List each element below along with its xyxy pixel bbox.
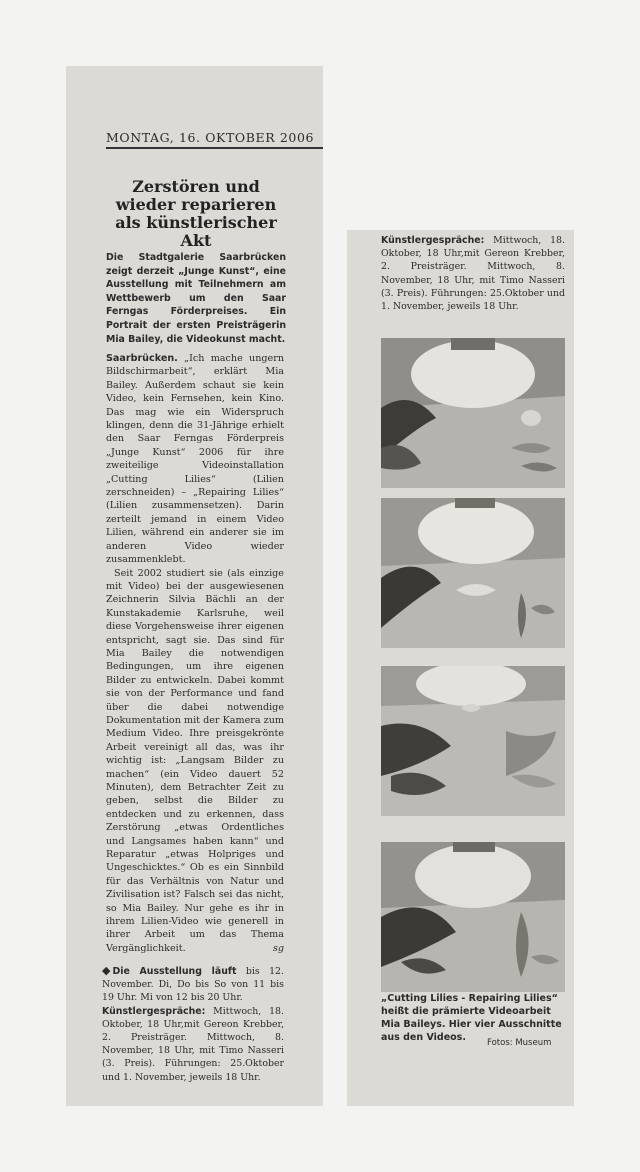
talks-label-right: Künstlergespräche: xyxy=(381,235,485,246)
photo-caption: „Cutting Lilies - Repairing Lilies“ heißt die prämierte Videoarbeit Mia Baileys. Hier vier Ausschnitte aus den Videos. xyxy=(381,993,562,1043)
video-still-3 xyxy=(381,666,565,816)
author-signature: sg xyxy=(272,942,284,954)
exhibit-text: bis 12. November. Di, Do bis So von 11 bis 19 Uhr. Mi von 12 bis 20 Uhr. xyxy=(102,966,285,1004)
paragraph-2-text: Seit 2002 studiert sie (als einzige mit Video) bei der ausgewiesenen Zeichnerin Silvia Bächli an der Kunstakademie Karlsruhe, weil diese Vorgehensweise ihrer eigenen entspricht, sagt sie. Das sind für Mia Bailey die notwendigen Bedingungen, um ihre eigenen Bilder zu entwickeln. Dabei kommt sie von der Performance und fand über die dabei notwendige Dokumentation mit der Kamera zum Medium Video. Ihre preisgekrönte Arbeit vereinigt all das, was ihr wichtig ist: „Langsam Bilder zu machen“ (ein Video dauert 52 Minuten), dem Betrachter Zeit zu geben, selbst die Bilder zu entdecken und zu erkennen, dass Zerstörung „etwas Ordentliches und Langsames haben kann“ und Reparatur „etwas Holpriges und Ungeschicktes.“ Ob es ein Sinnbild für das Verhältnis von Natur und Zivilisation ist? Falsch sei das nicht, so Mia Bailey. Nur gehe es ihr in ihrem Lilien-Video wie generell in ihrer Arbeit um das Thema Vergänglichkeit. xyxy=(106,567,284,954)
article-body xyxy=(106,352,284,955)
exhibit-label: Die Ausstellung läuft xyxy=(112,966,237,977)
artist-talks xyxy=(102,1005,284,1084)
exhibition-info xyxy=(102,964,284,1084)
talks-label: Künstlergespräche: xyxy=(102,1005,206,1017)
body-dateline: Saarbrücken. xyxy=(106,353,178,364)
dateline: MONTAG, 16. OKTOBER 2006 xyxy=(106,130,323,149)
newspaper-clipping-left xyxy=(66,66,323,1106)
video-still-4 xyxy=(381,842,565,992)
paragraph-2 xyxy=(106,567,284,956)
newspaper-clipping-right xyxy=(347,230,574,1106)
headline: Zerstören und wieder reparieren als künstlerischer Akt xyxy=(115,177,277,250)
photo-credit: Fotos: Museum xyxy=(487,1038,552,1048)
video-still-2 xyxy=(381,498,565,648)
paragraph-1-text: „Ich mache ungern Bildschirmarbeit“, erklärt Mia Bailey. Außerdem schaut sie kein Video, kein Fernsehen, kein Kino. Das mag wie ein Widerspruch klingen, denn die 31-Jährige erhielt den Saar Ferngas Förderpreis „Junge Kunst“ 2006 für ihre zweiteilige Videoinstallation „Cutting Lilies“ (Lilien zerschneiden) – „Repairing Lilies“ (Lilien zusammensetzen). Darin zerteilt jemand in einem Video Lilien, während ein anderer sie im anderen Video wieder zusammenklebt. xyxy=(106,353,284,566)
video-still-1 xyxy=(381,338,565,488)
artist-talks-right xyxy=(381,234,565,313)
paragraph-1 xyxy=(106,352,284,567)
exhibition-dates xyxy=(102,964,284,1005)
diamond-icon: ◆ xyxy=(102,964,111,977)
talks-text-right: Mittwoch, 18. Oktober, 18 Uhr,mit Gereon Krebber, 2. Preisträger. Mittwoch, 8. November, 18 Uhr, mit Timo Nasseri (3. Preis). Führungen: 25.Oktober und 1. November, jeweils 18 Uhr. xyxy=(381,235,565,313)
lead-paragraph: Die Stadtgalerie Saarbrücken zeigt derzeit „Junge Kunst“, eine Ausstellung mit Teilnehmern am Wettbewerb um den Saar Ferngas Förderpreises. Ein Portrait der ersten Preisträgerin Mia Bailey, die Videokunst macht. xyxy=(106,252,286,345)
talks-text: Mittwoch, 18. Oktober, 18 Uhr,mit Gereon Krebber, 2. Preisträger. Mittwoch, 8. November, 18 Uhr, mit Timo Nasseri (3. Preis). Führungen: 25.Oktober und 1. November, jeweils 18 Uhr. xyxy=(102,1005,284,1083)
